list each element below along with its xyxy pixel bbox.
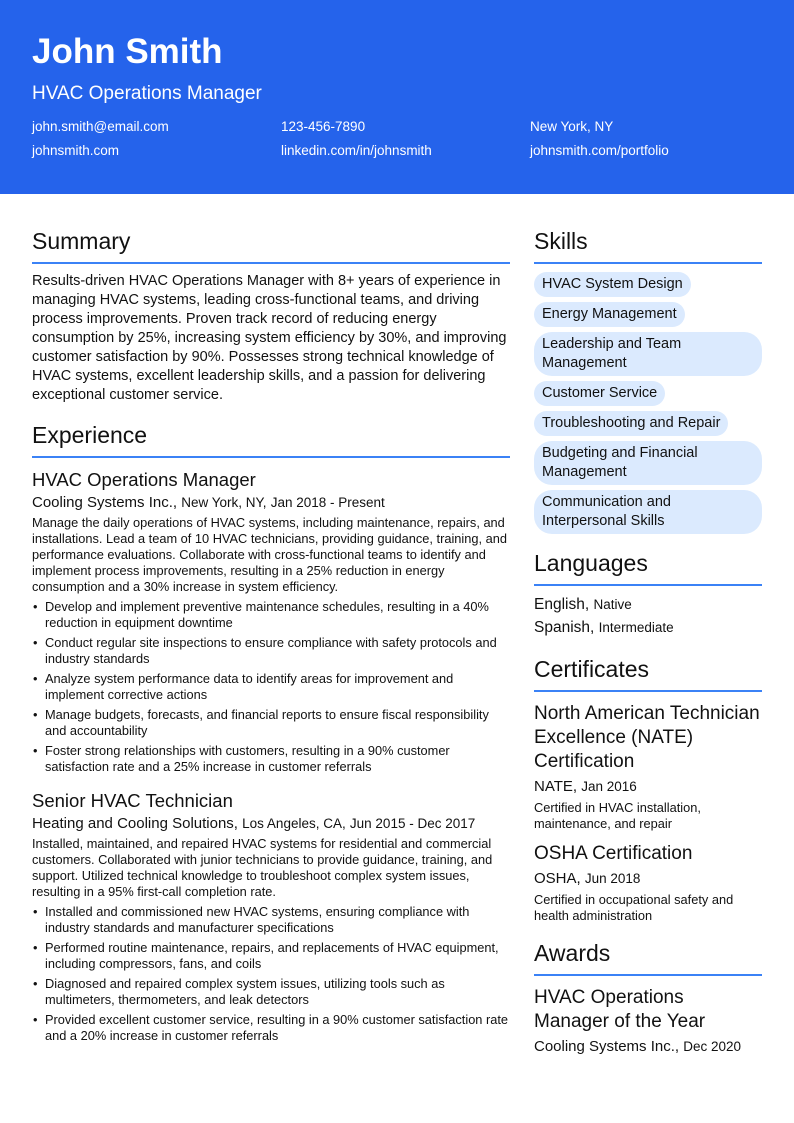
resume-body [0, 194, 794, 1057]
language-name: Spanish, [534, 619, 595, 636]
job-meta [32, 493, 510, 513]
certificate-issuer: OSHA, [534, 870, 581, 887]
certificate-date: Jan 2016 [581, 779, 637, 794]
job-location: Los Angeles, CA, [242, 816, 346, 831]
list-item: • Diagnosed and repaired complex system issues, utilizing tools such as multimeters, thermometers, and leak detectors [32, 976, 510, 1008]
certificate-date: Jun 2018 [584, 871, 641, 886]
job-company: Cooling Systems Inc., [32, 494, 178, 511]
list-item: • Performed routine maintenance, repairs, and replacements of HVAC equipment, including compressors, fans, and coils [32, 940, 510, 972]
skill-tag: Energy Management [534, 302, 685, 327]
summary-heading: Summary [32, 226, 510, 264]
skills-heading: Skills [534, 226, 762, 264]
language-level: Native [593, 597, 632, 612]
experience-heading: Experience [32, 420, 510, 458]
certificate-name: OSHA Certification [534, 843, 693, 864]
award-date: Dec 2020 [683, 1039, 742, 1054]
certificate-description: Certified in HVAC installation, maintenance, and repair [534, 800, 701, 831]
job-dates: Jan 2018 - Present [270, 495, 385, 510]
list-item: • Conduct regular site inspections to ensure compliance with safety protocols and industry standards [32, 635, 510, 667]
email-link[interactable]: john.smith@email.com [32, 119, 169, 134]
skills-list [534, 272, 762, 534]
skill-tag: Troubleshooting and Repair [534, 411, 728, 436]
linkedin-link[interactable]: linkedin.com/in/johnsmith [281, 143, 432, 158]
language-level: Intermediate [598, 620, 674, 635]
job-meta [32, 814, 510, 834]
portfolio-link[interactable]: johnsmith.com/portfolio [530, 143, 669, 158]
languages-section [534, 548, 762, 638]
languages-list [534, 595, 762, 638]
candidate-title: HVAC Operations Manager [32, 83, 262, 104]
award-meta [534, 1037, 762, 1057]
skills-section [534, 226, 762, 534]
awards-section [534, 938, 762, 1057]
certificate-meta [534, 869, 762, 889]
skill-tag: Budgeting and Financial Management [534, 441, 762, 485]
certificates-heading: Certificates [534, 654, 762, 692]
certificates-section [534, 654, 762, 924]
candidate-name: John Smith [32, 32, 223, 71]
certificate-item [534, 702, 762, 832]
language-item [534, 618, 762, 638]
summary-text: Results-driven HVAC Operations Manager with 8+ years of experience in managing HVAC systems, leading cross-functional teams, and driving process improvements. Proven track record of reducing energy consumption by 25%, increasing system efficiency by 30%, and improving customer satisfaction by 90%. Possesses strong technical knowledge of HVAC systems, excellent leadership skills, and a passion for delivering exceptional customer service. [32, 273, 507, 403]
job-title: Senior HVAC Technician [32, 790, 233, 811]
job-description: Installed, maintained, and repaired HVAC systems for residential and commercial customers. Collaborated with junior technicians to provide guidance, training, and support. Utilized technical knowledge to troubleshoot complex system issues, resulting in a 95% first-call completion rate. [32, 836, 493, 899]
list-item: • Installed and commissioned new HVAC systems, ensuring compliance with industry standards and manufacturer specifications [32, 904, 510, 936]
awards-heading: Awards [534, 938, 762, 976]
summary-section [32, 226, 510, 405]
experience-section [32, 420, 510, 1044]
job-bullets [32, 904, 510, 1044]
left-column [32, 194, 510, 1057]
list-item: • Develop and implement preventive maintenance schedules, resulting in a 40% reduction in equipment downtime [32, 599, 510, 631]
skill-tag: Communication and Interpersonal Skills [534, 490, 762, 534]
certificate-name: North American Technician Excellence (NATE) Certification [534, 703, 760, 772]
language-name: English, [534, 596, 590, 613]
skill-tag: Customer Service [534, 381, 665, 406]
award-issuer: Cooling Systems Inc., [534, 1038, 680, 1055]
job-description: Manage the daily operations of HVAC systems, including maintenance, repairs, and installations. Lead a team of 10 HVAC technicians, providing guidance, training, and performance evaluations. Collaborate with cross-functional teams to identify and implement process improvements, resulting in a 25% reduction in energy consumption and a 30% increase in system efficiency. [32, 515, 507, 594]
skill-tag: HVAC System Design [534, 272, 691, 297]
job-entry [32, 468, 510, 775]
certificate-description: Certified in occupational safety and health administration [534, 892, 734, 923]
job-bullets [32, 599, 510, 775]
certificate-item [534, 842, 762, 924]
list-item: • Provided excellent customer service, resulting in a 90% customer satisfaction rate and a 20% increase in customer referrals [32, 1012, 510, 1044]
contact-info [32, 118, 762, 160]
job-location: New York, NY, [181, 495, 267, 510]
resume-header [0, 0, 794, 194]
job-entry [32, 789, 510, 1044]
languages-heading: Languages [534, 548, 762, 586]
job-dates: Jun 2015 - Dec 2017 [349, 816, 476, 831]
award-name: HVAC Operations Manager of the Year [534, 987, 706, 1032]
location-text: New York, NY [530, 119, 614, 134]
certificate-meta [534, 777, 762, 797]
language-item [534, 595, 762, 615]
list-item: • Manage budgets, forecasts, and financial reports to ensure fiscal responsibility and accountability [32, 707, 510, 739]
certificate-issuer: NATE, [534, 778, 578, 795]
job-company: Heating and Cooling Solutions, [32, 815, 238, 832]
right-column [534, 194, 762, 1057]
job-title: HVAC Operations Manager [32, 469, 256, 490]
skill-tag: Leadership and Team Management [534, 332, 762, 376]
phone-text: 123-456-7890 [281, 119, 366, 134]
award-item [534, 986, 762, 1057]
list-item: • Analyze system performance data to identify areas for improvement and implement corrective actions [32, 671, 510, 703]
list-item: • Foster strong relationships with customers, resulting in a 90% customer satisfaction rate and a 25% increase in customer referrals [32, 743, 510, 775]
website-link[interactable]: johnsmith.com [32, 143, 120, 158]
